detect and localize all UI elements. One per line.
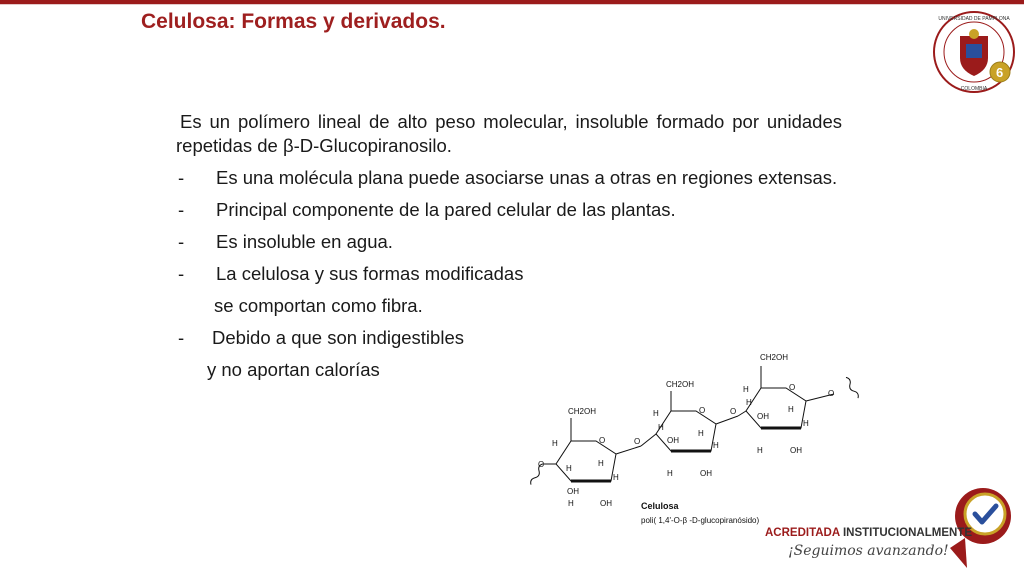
bullet-text: Debido a que son indigestibles — [212, 327, 464, 348]
glucose-ring-3 — [746, 388, 806, 428]
label-oh: OH — [700, 469, 712, 478]
seal-ribbon — [950, 538, 967, 568]
bullet-item — [176, 198, 842, 222]
label-o: O — [789, 383, 796, 392]
label-h: H — [713, 441, 719, 450]
accreditation-rest: INSTITUCIONALMENTE — [839, 527, 972, 539]
label-h: H — [613, 473, 619, 482]
glucose-ring-1 — [556, 441, 616, 481]
bullet-dash: - — [178, 167, 185, 188]
logo-seal-text: UNIVERSIDAD DE PAMPLONA — [938, 16, 1010, 22]
bullet-item — [176, 166, 842, 190]
label-h: H — [658, 423, 664, 432]
logo-country: COLOMBIA — [960, 86, 988, 92]
bullet-dash: - — [178, 263, 185, 284]
label-o: O — [699, 406, 706, 415]
crest-crown-icon — [969, 29, 979, 39]
glucose-ring-2 — [656, 411, 716, 451]
label-h: H — [598, 459, 604, 468]
anniversary-number: 6 — [996, 65, 1004, 80]
label-oh: OH — [790, 446, 802, 455]
bullet-item — [176, 262, 842, 286]
cellulose-structure-diagram — [516, 346, 866, 526]
label-h: H — [698, 429, 704, 438]
shield-inner — [966, 44, 982, 58]
label-o: O — [828, 389, 835, 398]
label-oh: OH — [757, 412, 769, 421]
label-ch2oh: CH2OH — [760, 353, 789, 362]
label-h: H — [667, 469, 673, 478]
wavy-end-right — [844, 376, 859, 399]
label-o: O — [538, 460, 545, 469]
label-h: H — [746, 398, 752, 407]
bullet-text: La celulosa y sus formas modificadas — [216, 263, 524, 284]
label-oh: OH — [667, 436, 679, 445]
label-h: H — [803, 419, 809, 428]
intro-paragraph: Es un polímero lineal de alto peso molecular, insoluble formado por unidades repetidas de β-D-Glucopiranosilo. — [176, 111, 842, 156]
top-divider — [0, 4, 1024, 5]
bullet-dash: - — [178, 231, 185, 252]
label-oh: OH — [600, 499, 612, 508]
label-o: O — [634, 437, 641, 446]
bullet-dash: - — [178, 327, 185, 348]
label-ch2oh: CH2OH — [568, 407, 597, 416]
label-h: H — [788, 405, 794, 414]
bullet-text: Es una molécula plana puede asociarse unas a otras en regiones extensas. — [216, 167, 838, 188]
bullet-item — [176, 230, 842, 254]
figure-name: Celulosa — [641, 501, 679, 511]
university-logo — [930, 8, 1020, 98]
label-h: H — [743, 385, 749, 394]
slide-title: Celulosa: Formas y derivados. — [141, 10, 446, 33]
slogan: ¡Seguimos avanzando! — [788, 543, 949, 559]
label-o: O — [730, 407, 737, 416]
bullet-continuation: y no aportan calorías — [207, 359, 380, 380]
bullet-text: Principal componente de la pared celular de las plantas. — [216, 199, 676, 220]
label-oh: OH — [567, 487, 579, 496]
accreditation-seal — [945, 478, 1015, 568]
label-o: O — [599, 436, 606, 445]
label-h: H — [568, 499, 574, 508]
accreditation-bold: ACREDITADA — [765, 527, 840, 539]
label-ch2oh: CH2OH — [666, 380, 695, 389]
bullet-continuation: se comportan como fibra. — [214, 295, 423, 316]
label-h: H — [757, 446, 763, 455]
bullet-text: Es insoluble en agua. — [216, 231, 393, 252]
label-h: H — [566, 464, 572, 473]
figure-formula: poli( 1,4'-O-β -D-glucopiranósido) — [641, 516, 760, 525]
bullet-dash: - — [178, 199, 185, 220]
label-h: H — [552, 439, 558, 448]
label-h: H — [653, 409, 659, 418]
accreditation-text — [765, 527, 972, 539]
